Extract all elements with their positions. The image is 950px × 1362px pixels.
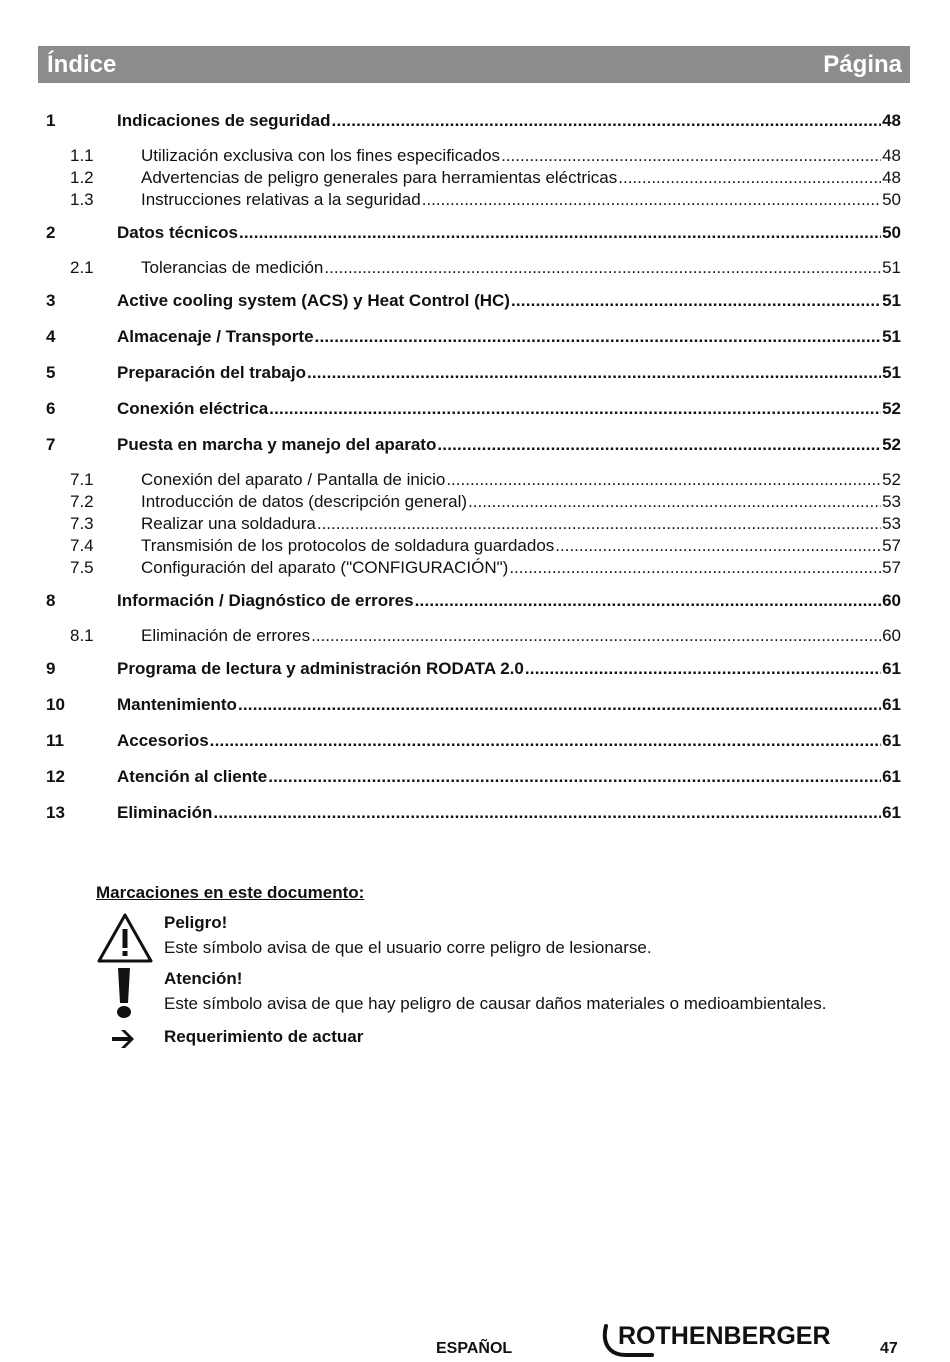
toc-chapter-row <box>46 223 901 248</box>
toc-page-number: 60 <box>882 626 901 645</box>
toc-number: 4 <box>46 327 56 346</box>
toc-title: Instrucciones relativas a la seguridad <box>141 190 421 209</box>
toc-number: 7.4 <box>70 536 94 555</box>
toc-section-row <box>46 258 901 280</box>
toc-section-row <box>46 514 901 536</box>
toc-chapter-row <box>46 731 901 756</box>
toc-number: 8.1 <box>70 626 94 645</box>
toc-leader-dots <box>317 514 881 534</box>
marking-attention-text: Este símbolo avisa de que hay peligro de causar daños materiales o medioambientales. <box>164 994 827 1013</box>
markings-title: Marcaciones en este documento: <box>96 883 365 902</box>
toc-title: Atención al cliente <box>117 767 268 786</box>
toc-section-row <box>46 536 901 558</box>
toc-leader-dots <box>446 470 881 490</box>
toc-leader-dots <box>238 695 881 715</box>
toc-title: Utilización exclusiva con los fines especificados <box>141 146 501 165</box>
toc-leader-dots <box>268 767 881 787</box>
toc-chapter-row <box>46 659 901 684</box>
toc-chapter-row <box>46 435 901 460</box>
toc-number: 1.2 <box>70 168 94 187</box>
toc-page-number: 50 <box>882 190 901 209</box>
toc-chapter-row <box>46 291 901 316</box>
toc-title: Accesorios <box>117 731 209 750</box>
toc-title: Eliminación de errores <box>141 626 311 645</box>
toc-leader-dots <box>525 659 881 679</box>
toc-chapter-row <box>46 767 901 792</box>
toc-leader-dots <box>324 258 881 278</box>
toc-number: 13 <box>46 803 65 822</box>
toc-chapter-row <box>46 111 901 136</box>
toc-number: 1.3 <box>70 190 94 209</box>
toc-title: Almacenaje / Transporte <box>117 327 314 346</box>
toc-leader-dots <box>422 190 881 210</box>
toc-title: Preparación del trabajo <box>117 363 306 382</box>
toc-number: 7.2 <box>70 492 94 511</box>
exclamation-icon <box>96 967 154 1019</box>
toc-leader-dots <box>315 327 882 347</box>
toc-chapter-row <box>46 803 901 828</box>
toc-leader-dots <box>555 536 881 556</box>
toc-chapter-row <box>46 399 901 424</box>
toc-section-row <box>46 626 901 648</box>
toc-page-number: 50 <box>882 223 901 242</box>
toc-leader-dots <box>415 591 881 611</box>
marking-action <box>96 1025 916 1049</box>
marking-danger-label: Peligro! <box>164 913 228 932</box>
warning-triangle-icon <box>96 912 154 964</box>
toc-title: Mantenimiento <box>117 695 237 714</box>
toc-page-number: 51 <box>882 258 901 277</box>
toc-title: Indicaciones de seguridad <box>117 111 331 130</box>
toc-page-number: 48 <box>882 146 901 165</box>
toc-leader-dots <box>311 626 881 646</box>
toc-page-number: 48 <box>882 111 901 130</box>
toc-chapter-row <box>46 591 901 616</box>
toc-number: 8 <box>46 591 56 610</box>
toc-number: 7.3 <box>70 514 94 533</box>
toc-leader-dots <box>239 223 881 243</box>
toc-title: Configuración del aparato ("CONFIGURACIÓN") <box>141 558 509 577</box>
toc-title: Introducción de datos (descripción general) <box>141 492 468 511</box>
toc-section-row <box>46 168 901 190</box>
toc-chapter-row <box>46 327 901 352</box>
toc-leader-dots <box>307 363 881 383</box>
toc-number: 3 <box>46 291 56 310</box>
toc-section-row <box>46 146 901 168</box>
toc-page-number: 61 <box>882 803 901 822</box>
toc-leader-dots <box>468 492 881 512</box>
toc-leader-dots <box>269 399 881 419</box>
toc-title: Información / Diagnóstico de errores <box>117 591 414 610</box>
toc-number: 1.1 <box>70 146 94 165</box>
toc-section-row <box>46 558 901 580</box>
toc-chapter-row <box>46 363 901 388</box>
brand-name: ROTHENBERGER <box>618 1322 831 1350</box>
toc-section-row <box>46 190 901 212</box>
toc-leader-dots <box>618 168 881 188</box>
footer-page-number: 47 <box>880 1340 898 1357</box>
table-of-contents <box>46 111 901 828</box>
toc-number: 9 <box>46 659 56 678</box>
toc-number: 2 <box>46 223 56 242</box>
toc-title: Advertencias de peligro generales para herramientas eléctricas <box>141 168 618 187</box>
toc-page-number: 53 <box>882 514 901 533</box>
toc-number: 10 <box>46 695 65 714</box>
toc-number: 2.1 <box>70 258 94 277</box>
toc-title: Datos técnicos <box>117 223 238 242</box>
toc-page-number: 53 <box>882 492 901 511</box>
toc-leader-dots <box>437 435 881 455</box>
toc-title: Puesta en marcha y manejo del aparato <box>117 435 437 454</box>
toc-page-number: 52 <box>882 435 901 454</box>
toc-page-number: 61 <box>882 767 901 786</box>
toc-chapter-row <box>46 695 901 720</box>
toc-title: Eliminación <box>117 803 213 822</box>
document-markings <box>96 883 916 1049</box>
toc-title: Programa de lectura y administración RODATA 2.0 <box>117 659 524 678</box>
arrow-right-icon <box>96 1027 154 1051</box>
toc-number: 5 <box>46 363 56 382</box>
toc-number: 7 <box>46 435 56 454</box>
toc-page-number: 51 <box>882 363 901 382</box>
toc-page-number: 61 <box>882 731 901 750</box>
toc-page-number: 48 <box>882 168 901 187</box>
marking-action-label: Requerimiento de actuar <box>164 1027 364 1046</box>
toc-title: Active cooling system (ACS) y Heat Control (HC) <box>117 291 510 310</box>
toc-section-row <box>46 492 901 514</box>
brand-logo <box>600 1322 855 1358</box>
toc-page-number: 57 <box>882 536 901 555</box>
toc-page-number: 61 <box>882 659 901 678</box>
toc-title: Tolerancias de medición <box>141 258 324 277</box>
toc-page-number: 52 <box>882 470 901 489</box>
toc-leader-dots <box>511 291 881 311</box>
toc-title: Conexión eléctrica <box>117 399 269 418</box>
toc-title: Realizar una soldadura <box>141 514 316 533</box>
toc-number: 12 <box>46 767 65 786</box>
toc-number: 7.1 <box>70 470 94 489</box>
toc-title: Conexión del aparato / Pantalla de inicio <box>141 470 446 489</box>
toc-number: 7.5 <box>70 558 94 577</box>
toc-page-number: 51 <box>882 291 901 310</box>
toc-page-number: 60 <box>882 591 901 610</box>
marking-attention-label: Atención! <box>164 969 243 988</box>
toc-header <box>38 46 910 83</box>
toc-title: Transmisión de los protocolos de soldadura guardados <box>141 536 555 555</box>
toc-number: 1 <box>46 111 56 130</box>
toc-leader-dots <box>210 731 881 751</box>
toc-number: 6 <box>46 399 56 418</box>
marking-attention <box>96 967 916 1017</box>
header-title: Índice <box>47 50 117 78</box>
toc-page-number: 61 <box>882 695 901 714</box>
toc-section-row <box>46 470 901 492</box>
header-page-label: Página <box>823 50 902 78</box>
toc-page-number: 57 <box>882 558 901 577</box>
toc-number: 11 <box>46 731 64 750</box>
toc-leader-dots <box>332 111 882 131</box>
toc-leader-dots <box>213 803 881 823</box>
marking-danger <box>96 911 916 961</box>
toc-page-number: 52 <box>882 399 901 418</box>
footer-language: ESPAÑOL <box>436 1340 513 1357</box>
toc-page-number: 51 <box>882 327 901 346</box>
marking-danger-text: Este símbolo avisa de que el usuario corre peligro de lesionarse. <box>164 938 652 957</box>
toc-leader-dots <box>501 146 881 166</box>
toc-leader-dots <box>509 558 881 578</box>
